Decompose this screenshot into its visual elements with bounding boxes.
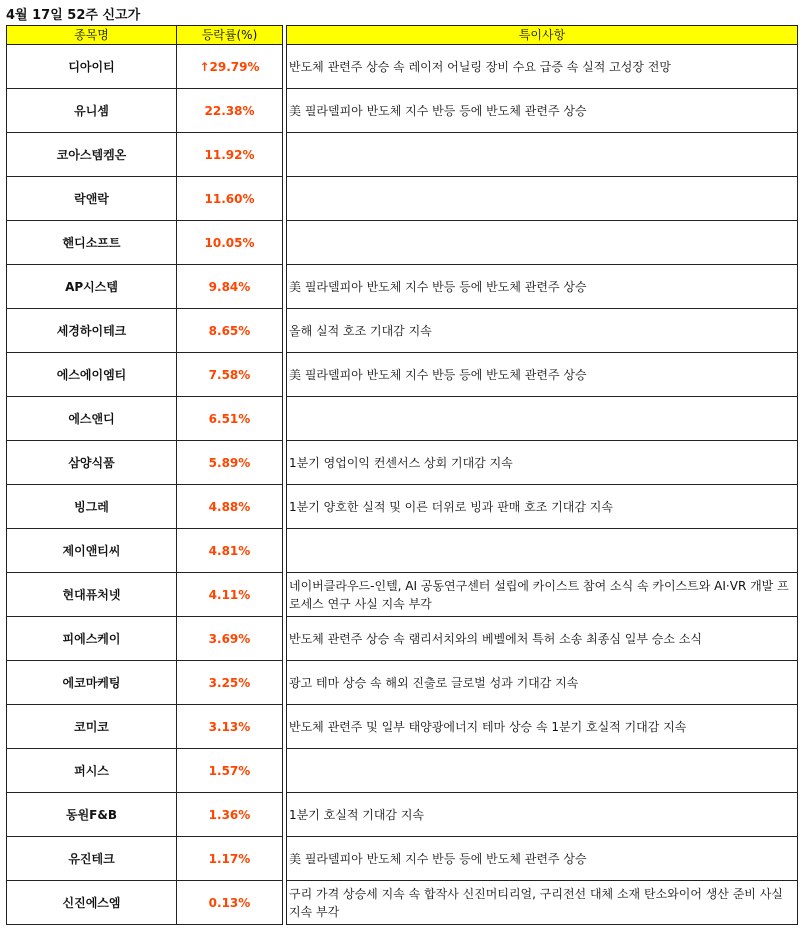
page-title: 4월 17일 52주 신고가 xyxy=(6,8,141,23)
table-row xyxy=(7,749,798,793)
change-rate-cell: 1.17% xyxy=(177,837,283,881)
stock-name-cell: 현대퓨처넷 xyxy=(7,573,177,617)
stock-name-cell: 피에스케이 xyxy=(7,617,177,661)
change-rate-cell: 10.05% xyxy=(177,221,283,265)
remark-cell: 1분기 양호한 실적 및 이른 더위로 빙과 판매 호조 기대감 지속 xyxy=(287,485,798,529)
remark-cell xyxy=(287,749,798,793)
table-row xyxy=(7,177,798,221)
change-rate-cell: 3.25% xyxy=(177,661,283,705)
header-remarks: 특이사항 xyxy=(287,26,798,45)
table-header-row xyxy=(7,26,798,45)
stock-name-cell: 코미코 xyxy=(7,705,177,749)
stock-name-cell: 동원F&B xyxy=(7,793,177,837)
table-row xyxy=(7,705,798,749)
change-rate-cell: 7.58% xyxy=(177,353,283,397)
table-row xyxy=(7,353,798,397)
table-row xyxy=(7,529,798,573)
table-row xyxy=(7,881,798,925)
table-row xyxy=(7,397,798,441)
table-row xyxy=(7,485,798,529)
stock-name-cell: 코아스템켐온 xyxy=(7,133,177,177)
remark-cell: 美 필라델피아 반도체 지수 반등 등에 반도체 관련주 상승 xyxy=(287,353,798,397)
remark-cell xyxy=(287,529,798,573)
table-row xyxy=(7,441,798,485)
stock-name-cell: 락앤락 xyxy=(7,177,177,221)
change-rate-cell: 0.13% xyxy=(177,881,283,925)
stock-name-cell: 세경하이테크 xyxy=(7,309,177,353)
change-rate-cell: 5.89% xyxy=(177,441,283,485)
remark-cell: 광고 테마 상승 속 해외 진출로 글로벌 성과 기대감 지속 xyxy=(287,661,798,705)
remark-cell xyxy=(287,221,798,265)
change-rate-cell: 9.84% xyxy=(177,265,283,309)
stock-name-cell: 신진에스엠 xyxy=(7,881,177,925)
stock-name-cell: 유니셈 xyxy=(7,89,177,133)
stock-name-cell: 에스에이엠티 xyxy=(7,353,177,397)
header-stock-name: 종목명 xyxy=(7,26,177,45)
stock-name-cell: 유진테크 xyxy=(7,837,177,881)
stock-name-cell: 핸디소프트 xyxy=(7,221,177,265)
remark-cell: 반도체 관련주 상승 속 레이저 어닐링 장비 수요 급증 속 실적 고성장 전망 xyxy=(287,45,798,89)
stock-name-cell: 디아이티 xyxy=(7,45,177,89)
table-body xyxy=(7,45,798,925)
table-row xyxy=(7,793,798,837)
table-row xyxy=(7,45,798,89)
change-rate-cell: 3.69% xyxy=(177,617,283,661)
remark-cell: 올해 실적 호조 기대감 지속 xyxy=(287,309,798,353)
change-rate-cell: 3.13% xyxy=(177,705,283,749)
stock-name-cell: 삼양식품 xyxy=(7,441,177,485)
remark-cell: 1분기 호실적 기대감 지속 xyxy=(287,793,798,837)
header-change-rate: 등락률(%) xyxy=(177,26,283,45)
change-rate-cell: 1.57% xyxy=(177,749,283,793)
stock-name-cell: AP시스템 xyxy=(7,265,177,309)
change-rate-cell: 11.92% xyxy=(177,133,283,177)
change-rate-cell: 4.81% xyxy=(177,529,283,573)
remark-cell: 반도체 관련주 및 일부 태양광에너지 테마 상승 속 1분기 호실적 기대감 지속 xyxy=(287,705,798,749)
table-row xyxy=(7,309,798,353)
change-rate-cell: 8.65% xyxy=(177,309,283,353)
table-row xyxy=(7,837,798,881)
change-rate-cell: 4.88% xyxy=(177,485,283,529)
table-row xyxy=(7,133,798,177)
new-high-table xyxy=(6,25,798,925)
stock-name-cell: 제이앤티씨 xyxy=(7,529,177,573)
remark-cell xyxy=(287,397,798,441)
table-row xyxy=(7,617,798,661)
table-row xyxy=(7,265,798,309)
stock-name-cell: 빙그레 xyxy=(7,485,177,529)
remark-cell: 1분기 영업이익 컨센서스 상회 기대감 지속 xyxy=(287,441,798,485)
remark-cell xyxy=(287,133,798,177)
remark-cell: 美 필라델피아 반도체 지수 반등 등에 반도체 관련주 상승 xyxy=(287,265,798,309)
table-row xyxy=(7,89,798,133)
table-row xyxy=(7,661,798,705)
change-rate-cell: ↑29.79% xyxy=(177,45,283,89)
stock-name-cell: 에코마케팅 xyxy=(7,661,177,705)
change-rate-cell: 22.38% xyxy=(177,89,283,133)
change-rate-cell: 6.51% xyxy=(177,397,283,441)
remark-cell: 반도체 관련주 상승 속 램리서치와의 베벨에처 특허 소송 최종심 일부 승소 소식 xyxy=(287,617,798,661)
remark-cell xyxy=(287,177,798,221)
remark-cell: 美 필라델피아 반도체 지수 반등 등에 반도체 관련주 상승 xyxy=(287,89,798,133)
change-rate-cell: 1.36% xyxy=(177,793,283,837)
stock-name-cell: 에스앤디 xyxy=(7,397,177,441)
stock-name-cell: 퍼시스 xyxy=(7,749,177,793)
change-rate-cell: 11.60% xyxy=(177,177,283,221)
table-row xyxy=(7,221,798,265)
change-rate-cell: 4.11% xyxy=(177,573,283,617)
remark-cell: 네이버클라우드-인텔, AI 공동연구센터 설립에 카이스트 참여 소식 속 카이스트와 AI·VR 개발 프로세스 연구 사실 지속 부각 xyxy=(287,573,798,617)
remark-cell: 美 필라델피아 반도체 지수 반등 등에 반도체 관련주 상승 xyxy=(287,837,798,881)
remark-cell: 구리 가격 상승세 지속 속 합작사 신진머티리얼, 구리전선 대체 소재 탄소와이어 생산 준비 사실 지속 부각 xyxy=(287,881,798,925)
table-row xyxy=(7,573,798,617)
